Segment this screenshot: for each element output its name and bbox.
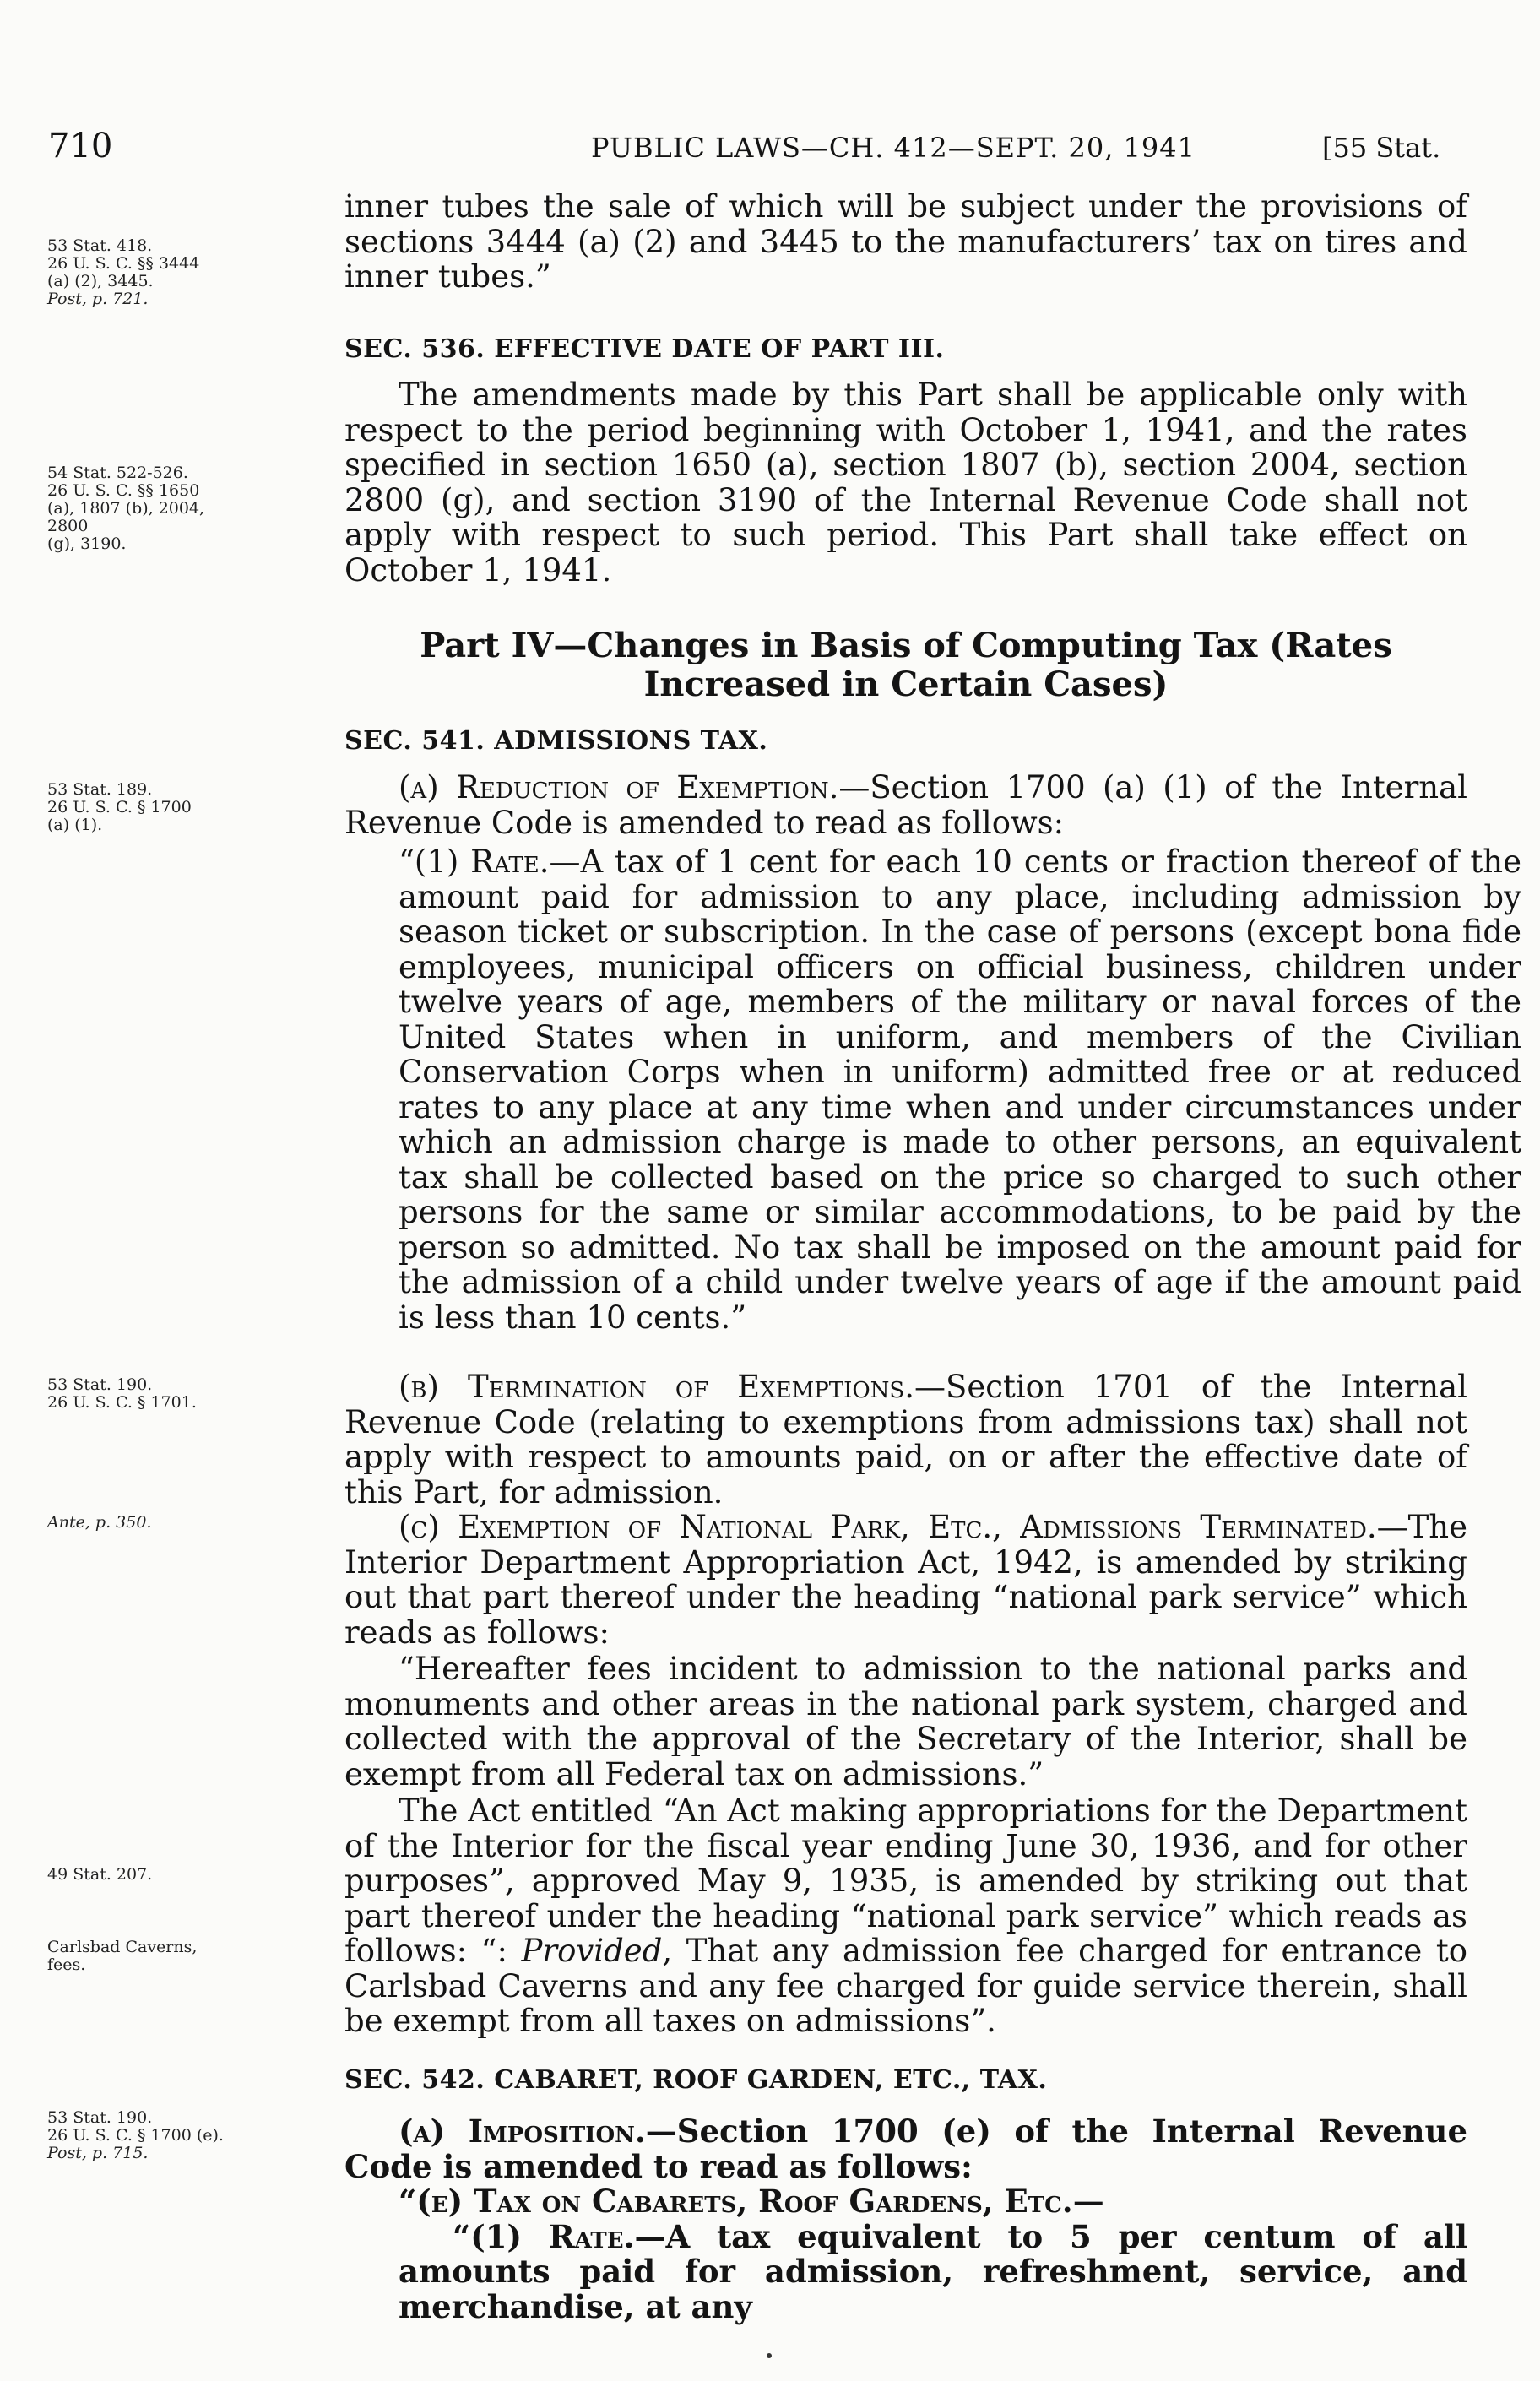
paragraph-act-amendment: The Act entitled “An Act making appropriations for the Department of the Interior for the fiscal year ending June 30, 1936, and for other purposes”, approved May 9, 1935, is amended by striking out that part thereof under the heading “national park service” which reads as follows: “: Provided, That any admission fee charged for entrance to Carlsbad Caverns and any fee charged for guide service therein, shall be exempt from all taxes on admissions”. bbox=[344, 1793, 1467, 2039]
quoted-rate-paragraph bbox=[344, 844, 1521, 1335]
subsection-c-text: —The Interior Department Appropriation Act, 1942, is amended by striking out that part thereof under the heading “national park service” which reads as follows: bbox=[344, 1509, 1467, 1651]
subsection-b-text: —Section 1701 of the Internal Revenue Code (relating to exemptions from admissions tax) shall not apply with respect to amounts paid, on or after the effective date of this Part, for admission. bbox=[344, 1369, 1468, 1510]
cabaret-rate: “(1) Rate.—A tax equivalent to 5 per centum of all amounts paid for admission, refreshment, service, and merchandise, at any bbox=[399, 2217, 1467, 2325]
subsection-a bbox=[344, 770, 1467, 840]
subsection-c-heading: (c) Exemption of National Park, Etc., Admissions Terminated. bbox=[399, 1509, 1377, 1545]
running-header bbox=[0, 127, 1540, 177]
margin-note: 49 Stat. 207. bbox=[47, 1865, 153, 1884]
section-heading-536: SEC. 536. EFFECTIVE DATE OF PART III. bbox=[344, 334, 945, 364]
section-542-text bbox=[344, 2114, 1467, 2324]
subsection-b bbox=[344, 1369, 1467, 1510]
subsection-a-text: —Section 1700 (a) (1) of the Internal Revenue Code is amended to read as follows: bbox=[344, 769, 1467, 841]
section-heading-541: SEC. 541. ADMISSIONS TAX. bbox=[344, 726, 768, 756]
paragraph-continuation: inner tubes the sale of which will be subject under the provisions of sections 3444 (a) (2) and 3445 to the manufacturers’ tax on tires and inner tubes.” bbox=[344, 188, 1467, 295]
part-heading: Part IV—Changes in Basis of Computing Tax (Rates Increased in Certain Cases) bbox=[420, 626, 1392, 704]
cabaret-heading: “(e) Tax on Cabarets, Roof Gardens, Etc.— bbox=[399, 2183, 1104, 2220]
margin-note: Ante, p. 350. bbox=[47, 1513, 152, 1532]
rate-text: —A tax of 1 cent for each 10 cents or fraction thereof of the amount paid for admission to any place, including admission by season ticket or subscription. In the case of persons (except bona fide employees, municipal officers on official business, children under twelve years of age, members of the military or naval forces of the United States when in uniform, and members of the Civilian Conservation Corps when in uniform) admitted free or at reduced rates to any place at any time when and under circumstances under which an admission charge is made to other persons, an equivalent tax shall be collected based on the price so charged to such other persons for the same or similar accommodations, to be paid by the person so admitted. No tax shall be imposed on the amount paid for the admission of a child under twelve years of age if the amount paid is less than 10 cents.” bbox=[399, 843, 1521, 1336]
rate-heading: “(1) Rate. bbox=[399, 843, 550, 880]
paragraph-effective-date: The amendments made by this Part shall be applicable only with respect to the period beginning with October 1, 1941, and the rates specified in section 1650 (a), section 1807 (b), section 2004, section 2800 (g), and section 3190 of the Internal Revenue Code shall not apply with respect to such period. This Part shall take effect on October 1, 1941. bbox=[344, 377, 1467, 588]
subsection-a-heading: (a) Reduction of Exemption. bbox=[399, 769, 839, 805]
margin-note: 54 Stat. 522-526. 26 U. S. C. §§ 1650 (a), 1807 (b), 2004, 2800 (g), 3190. bbox=[47, 464, 205, 553]
section-heading-542: SEC. 542. CABARET, ROOF GARDEN, ETC., TAX. bbox=[344, 2065, 1048, 2095]
quoted-park-fees: “Hereafter fees incident to admission to the national parks and monuments and other areas in the national park system, charged and collected with the approval of the Secretary of the Interior, shall be exempt from all Federal tax on admissions.” bbox=[344, 1651, 1467, 1793]
margin-note: 53 Stat. 190. 26 U. S. C. § 1701. bbox=[47, 1375, 197, 1412]
margin-note: 53 Stat. 189. 26 U. S. C. § 1700 (a) (1). bbox=[47, 780, 192, 834]
margin-note: 53 Stat. 418. 26 U. S. C. §§ 3444 (a) (2), 3445. Post, p. 721. bbox=[47, 236, 200, 308]
subsection-imposition: (a) Imposition.—Section 1700 (e) of the Internal Revenue Code is amended to read as follows: bbox=[344, 2113, 1467, 2185]
running-title: PUBLIC LAWS—CH. 412—SEPT. 20, 1941 bbox=[591, 132, 1196, 164]
subsection-b-heading: (b) Termination of Exemptions. bbox=[399, 1369, 915, 1405]
subsection-c bbox=[344, 1510, 1467, 1650]
page-number: 710 bbox=[48, 127, 113, 165]
provided-word: Provided bbox=[521, 1933, 663, 1969]
margin-note: 53 Stat. 190. 26 U. S. C. § 1700 (e). Post, p. 715. bbox=[47, 2108, 224, 2162]
ink-speck bbox=[767, 2353, 772, 2358]
volume-reference: [55 Stat. bbox=[1322, 132, 1441, 164]
margin-note: Carlsbad Caverns, fees. bbox=[47, 1938, 198, 1974]
